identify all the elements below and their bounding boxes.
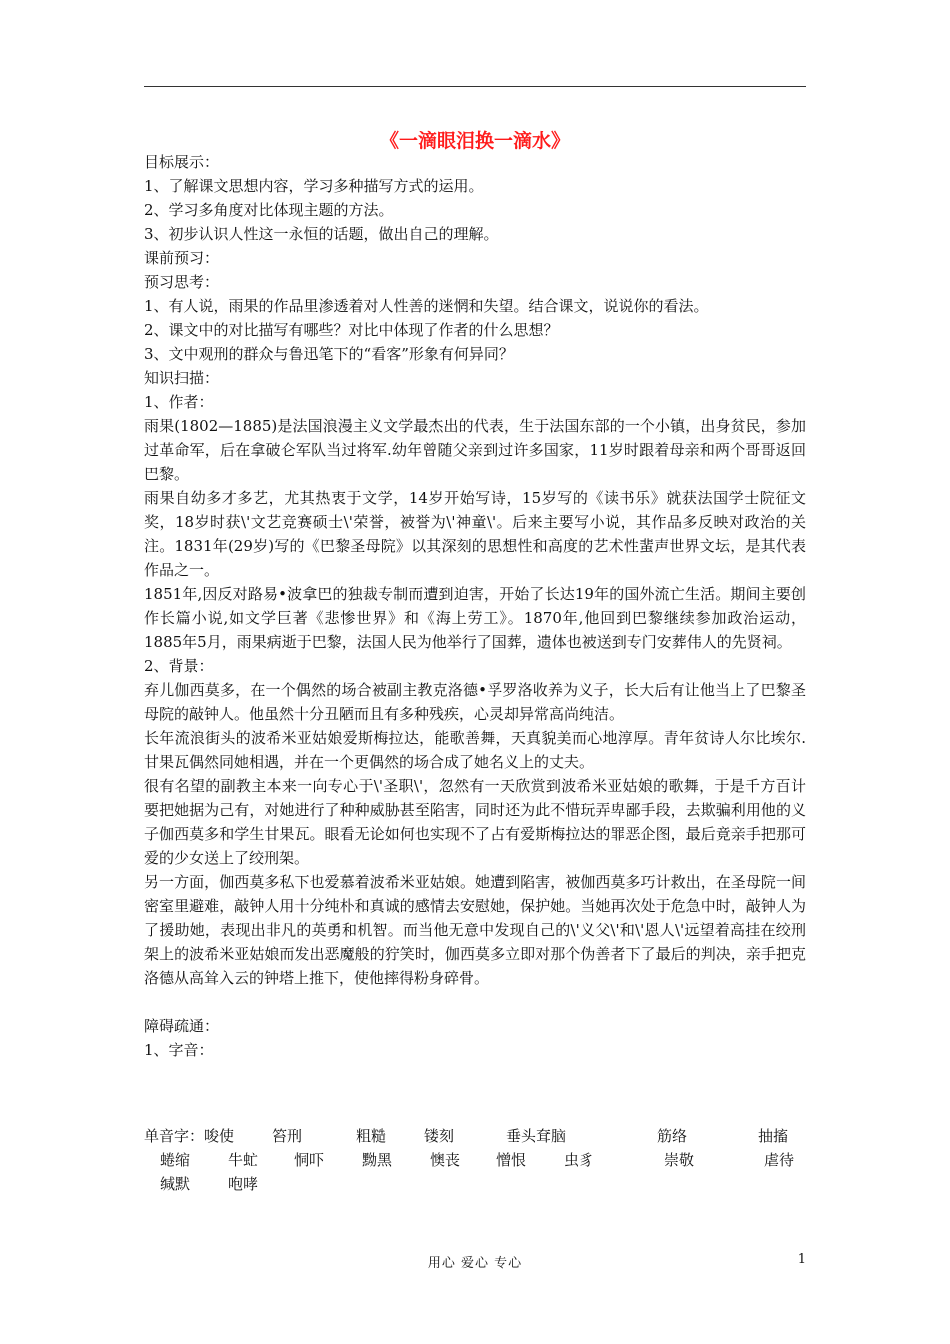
body-paragraph: 目标展示： [144, 153, 220, 171]
word-item: 笞刑 [272, 1127, 303, 1145]
page-number: 1 [797, 1252, 806, 1267]
body-paragraph: 2、学习多角度对比体现主题的方法。 [144, 201, 394, 219]
pronunciation-word-list [144, 1124, 806, 1196]
word-item: 缄默 [160, 1175, 191, 1193]
body-paragraph: 知识扫描： [144, 369, 220, 387]
word-item: 抽搐 [758, 1127, 789, 1145]
body-paragraph: 另一方面，伽西莫多私下也爱慕着波希米亚姑娘。她遭到陷害，被伽西莫多巧计救出，在圣母院一间密室里避难，敲钟人用十分纯朴和真诚的感情去安慰她，保护她。当她再次处于危急中时，敲钟人为了援助她，表现出非凡的英勇和机智。而当他无意中发现自己的\'义父\'和\'恩人\'远望着高挂在绞刑架上的波希米亚姑娘而发出恶魔般的狞笑时，伽西莫多立即对那个伪善者下了最后的判决，亲手把克洛德从高耸入云的钟塔上推下，使他摔得粉身碎骨。 [144, 873, 806, 987]
body-paragraph: 2、背景： [144, 657, 214, 675]
body-text [144, 150, 806, 1062]
body-paragraph: 2、课文中的对比描写有哪些？对比中体现了作者的什么思想？ [144, 321, 559, 339]
body-paragraph: 3、文中观刑的群众与鲁迅笔下的“看客”形象有何异同？ [144, 345, 514, 363]
word-item: 咆哮 [228, 1175, 259, 1193]
body-paragraph: 课前预习： [144, 249, 220, 267]
header-rule [144, 86, 806, 87]
body-paragraph: 预习思考： [144, 273, 220, 291]
word-item: 粗糙 [356, 1127, 387, 1145]
word-item: 牛虻 [228, 1151, 259, 1169]
body-paragraph: 1、有人说，雨果的作品里渗透着对人性善的迷惘和失望。结合课文，说说你的看法。 [144, 297, 709, 315]
word-list-label: 单音字： [144, 1127, 205, 1145]
word-item: 垂头耷脑 [506, 1127, 567, 1145]
word-item: 蜷缩 [160, 1151, 191, 1169]
word-item: 筋络 [657, 1127, 688, 1145]
body-paragraph: 雨果(1802—1885)是法国浪漫主义文学最杰出的代表，生于法国东部的一个小镇，出身贫民，参加过革命军，后在拿破仑军队当过将军.幼年曾随父亲到过许多国家，11岁时跟着母亲和两个哥哥返回巴黎。 [144, 417, 806, 483]
body-paragraph: 雨果自幼多才多艺，尤其热衷于文学，14岁开始写诗，15岁写的《读书乐》就获法国学士院征文奖，18岁时获\'文艺竞赛硕士\'荣誉，被誉为\'神童\'。后来主要写小说，其作品多反映对政治的关注。1831年(29岁)写的《巴黎圣母院》以其深刻的思想性和高度的艺术性蜚声世界文坛，是其代表作品之一。 [144, 489, 806, 579]
footer-motto: 用心 爱心 专心 [427, 1256, 523, 1271]
body-paragraph: 弃儿伽西莫多，在一个偶然的场合被副主教克洛德•孚罗洛收养为义子，长大后有让他当上了巴黎圣母院的敲钟人。他虽然十分丑陋而且有多种残疾，心灵却异常高尚纯洁。 [144, 681, 806, 723]
body-paragraph: 1、了解课文思想内容，学习多种描写方式的运用。 [144, 177, 484, 195]
body-paragraph: 1、字音： [144, 1041, 214, 1059]
word-item: 虫豸 [564, 1151, 595, 1169]
word-item: 黝黑 [362, 1151, 393, 1169]
word-item: 恫吓 [294, 1151, 325, 1169]
word-item: 懊丧 [430, 1151, 461, 1169]
body-paragraph: 很有名望的副教主本来一向专心于\'圣职\'，忽然有一天欣赏到波希米亚姑娘的歌舞，于是千方百计要把她据为己有，对她进行了种种威胁甚至陷害，同时还为此不惜玩弄卑鄙手段，去欺骗利用他的义子伽西莫多和学生甘果瓦。眼看无论如何也实现不了占有爱斯梅拉达的罪恶企图，最后竟亲手把那可爱的少女送上了绞刑架。 [144, 777, 806, 867]
body-paragraph: 障碍疏通： [144, 1017, 220, 1035]
blank-line [144, 990, 806, 1014]
word-item: 镂刻 [424, 1127, 455, 1145]
body-paragraph: 1851年,因反对路易•波拿巴的独裁专制而遭到迫害，开始了长达19年的国外流亡生活。期间主要创作长篇小说,如文学巨著《悲惨世界》和《海上劳工》。1870年,他回到巴黎继续参加政治运动，1885年5月，雨果病逝于巴黎，法国人民为他举行了国葬，遗体也被送到专门安葬伟人的先贤祠。 [144, 585, 806, 651]
body-paragraph: 长年流浪街头的波希米亚姑娘爱斯梅拉达，能歌善舞，天真貌美而心地淳厚。青年贫诗人尔比埃尔.甘果瓦偶然同她相遇，并在一个更偶然的场合成了她名义上的丈夫。 [144, 729, 806, 771]
word-item: 崇敬 [664, 1151, 695, 1169]
word-item: 憎恨 [496, 1151, 527, 1169]
document-title: 《一滴眼泪换一滴水》 [379, 130, 570, 152]
word-item: 唆使 [204, 1127, 235, 1145]
body-paragraph: 1、作者： [144, 393, 214, 411]
word-item: 虐待 [764, 1151, 795, 1169]
body-paragraph: 3、初步认识人性这一永恒的话题，做出自己的理解。 [144, 225, 499, 243]
